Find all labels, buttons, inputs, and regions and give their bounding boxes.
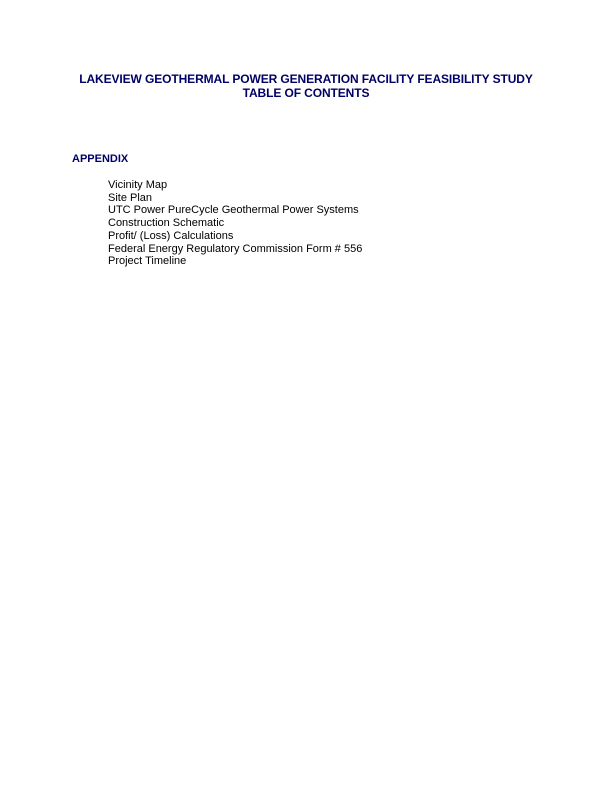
appendix-item-vicinity-map: Vicinity Map xyxy=(108,179,168,191)
appendix-item-construction-schematic: Construction Schematic xyxy=(108,217,225,230)
appendix-item-profit-loss-calculations: Profit/ (Loss) Calculations xyxy=(108,229,234,242)
table-of-contents-heading: TABLE OF CONTENTS xyxy=(242,86,370,100)
appendix-heading: APPENDIX xyxy=(72,153,129,165)
document-title: LAKEVIEW GEOTHERMAL POWER GENERATION FACILITY FEASIBILITY STUDY xyxy=(79,72,533,86)
appendix-list xyxy=(108,179,552,268)
appendix-item-project-timeline: Project Timeline xyxy=(108,255,187,268)
appendix-section xyxy=(72,153,552,268)
document-header xyxy=(0,72,612,100)
appendix-item-utc-power-systems: UTC Power PureCycle Geothermal Power Systems xyxy=(108,204,359,217)
appendix-item-ferc-form-556: Federal Energy Regulatory Commission Form # 556 xyxy=(108,242,363,255)
appendix-item-site-plan: Site Plan xyxy=(108,191,153,204)
